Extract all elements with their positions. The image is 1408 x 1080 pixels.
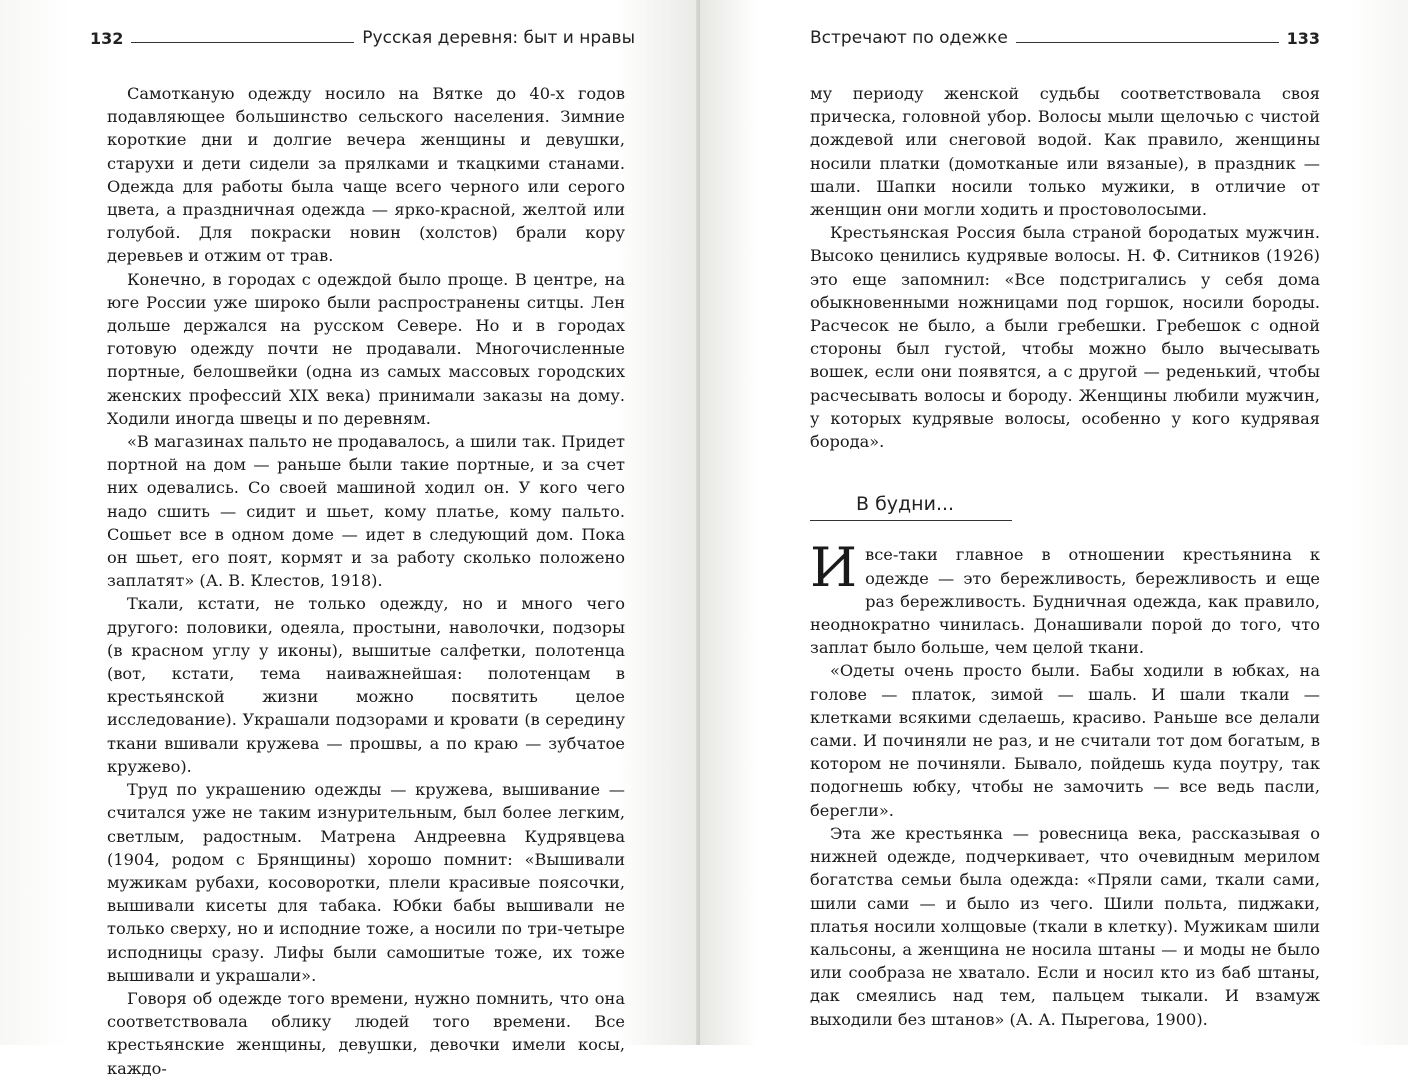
paragraph: Ткали, кстати, не только одежду, но и много чего другого: половики, одеяла, простыни, наволочки, подзоры (в красном углу у иконы), вышитые салфетки, полотенца (вот, кстати, тема наиважнейшая: полотенцам в крестьянской жизни можно посвятить целое исследование). Украшали подзорами и кровати (в середину ткани вшивали кружева — прошвы, а по краю — зубчатое кружево). <box>107 594 625 776</box>
paragraph: «Одеты очень просто были. Бабы ходили в юбках, на голове — платок, зимой — шаль. И шали ткали — клетками всякими сделаешь, красиво. Раньше все делали сами. И починяли не раз, и не считали тот дом богатым, в котором не починяли. Бывало, пойдешь куда поутру, так подогнешь юбку, чтобы не замочить — все ведь пасли, берегли». <box>810 661 1320 820</box>
right-page <box>700 0 1408 1045</box>
running-title: Русская деревня: быт и нравы <box>362 28 635 48</box>
paragraph: Эта же крестьянка — ровесница века, рассказывая о нижней одежде, подчеркивает, что очевидным мерилом богатства семьи была одежда: «Пряли сами, ткали сами, шили сами — и было из чего. Шили польта, пиджаки, платья носили холщовые (ткали в клетку). Мужикам шили кальсоны, а женщина не носила штаны — и моды не было или сообраза не хватало. Если и носил кто из баб штаны, дак смеялись над тем, пальцем тыкали. И взамуж выходили без штанов» (А. А. Пырегова, 1900). <box>810 823 1320 1029</box>
section-heading: В будни... <box>810 493 1012 521</box>
paragraph: Самотканую одежду носило на Вятке до 40-х годов подавляющее большинство сельского населения. Зимние короткие дни и долгие вечера женщины и девушки, старухи и дети сидели за прялками и ткацкими станами. Одежда для работы была чаще всего черного или серого цвета, а праздничная одежда — ярко-красной, желтой или голубой. Для покраски новин (холстов) брали кору деревьев и отжим от трав. <box>107 84 625 266</box>
paragraph: Труд по украшению одежды — кружева, вышивание — считался уже не таким изнурительным, был более легким, светлым, радостным. Матрена Андреевна Кудрявцева (1904, родом с Брянщины) хорошо помнит: «Вышивали мужикам рубахи, косоворотки, плели красивые поясочки, вышивали кисеты для табака. Юбки бабы вышивали не только сверху, но и исподние тоже, а носили по три-четыре исподницы сразу. Лифы были самошитые тоже, их тоже вышивали и украшали». <box>107 780 625 985</box>
paragraph: Конечно, в городах с одеждой было проще. В центре, на юге России уже широко были распространены ситцы. Лен дольше держался на русском Севере. Но и в городах готовую одежду почти не продавали. Многочисленные портные, белошвейки (одна из самых массовых городских женских профессий XIX века) принимали заказы на дому. Ходили иногда швецы и по деревням. <box>107 269 625 428</box>
page-number: 133 <box>1286 29 1320 48</box>
page-number: 132 <box>90 29 124 48</box>
running-header <box>90 28 635 48</box>
drop-cap: И <box>810 536 858 600</box>
running-title: Встречают по одежке <box>810 28 1008 48</box>
paragraph-text: все-таки главное в отношении крестьянина к одежде — это бережливость, бережливость и еще раз бережливость. Будничная одежда, как правило, неоднократно чинилась. Донашивали порой до того, что заплат было больше, чем целой ткани. <box>810 545 1320 658</box>
left-page <box>0 0 700 1078</box>
running-header <box>810 28 1320 48</box>
text-column <box>107 82 625 1080</box>
header-rule <box>131 42 354 43</box>
paragraph: Крестьянская Россия была страной бородатых мужчин. Высоко ценились кудрявые волосы. Н. Ф. Ситников (1926) это еще запомнил: «Все подстригались у себя дома обыкновенными ножницами под горшок, носили бороды. Расчесок не было, а были гребешки. Гребешок с одной стороны был густой, чтобы можно было вычесывать вошек, если они появятся, а с другой — реденький, чтобы расчесывать волосы и бороду. Женщины любили мужчин, у которых кудрявые волосы, особенно у кого кудрявая борода». <box>810 223 1320 452</box>
text-column <box>810 82 1320 1031</box>
paragraph: «В магазинах пальто не продавалось, а шили так. Придет портной на дом — раньше были такие портные, и за счет них одевались. Со своей машиной ходил он. У кого чего надо сшить — сидит и шьет, кому платье, кому пальто. Сошьет все в одном доме — идет в следующий дом. Пока он шьет, его поят, кормят и за работу сколько положено заплатят» (А. В. Клестов, 1918). <box>107 432 625 591</box>
paragraph: Говоря об одежде того времени, нужно помнить, что она соответствовала облику людей того времени. Все крестьянские женщины, девушки, девочки имели косы, каждо- <box>107 988 625 1078</box>
paragraph: му периоду женской судьбы соответствовала своя прическа, головной убор. Волосы мыли щелочью с чистой дождевой или снеговой водой. Как правило, женщины носили платки (домотканые или вязаные), в праздник — шали. Шапки носили только мужики, в отличие от женщин они могли ходить и простоволосыми. <box>810 84 1320 220</box>
dropcap-paragraph <box>810 536 1320 659</box>
header-rule <box>1016 42 1279 43</box>
